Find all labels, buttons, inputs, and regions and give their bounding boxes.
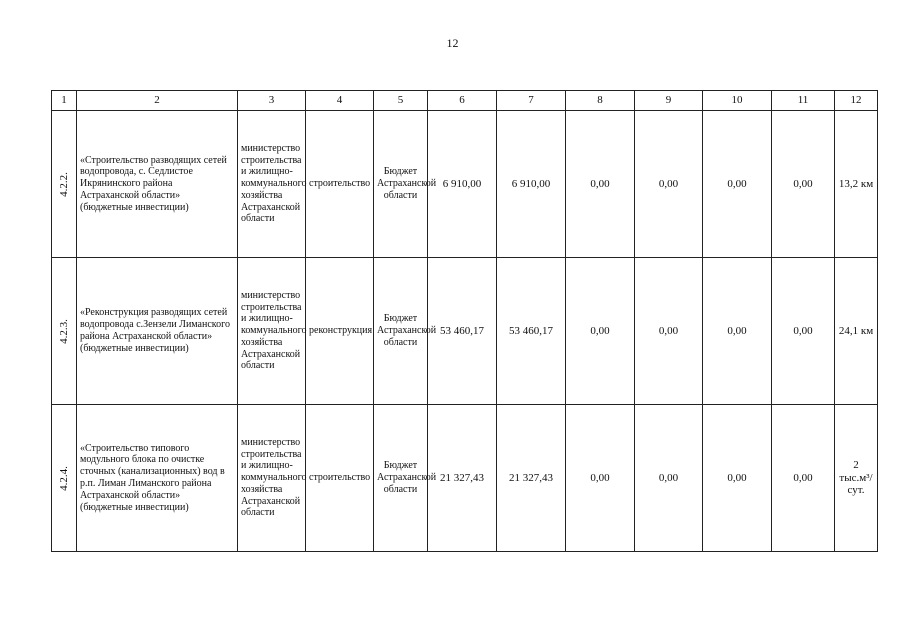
column-header-10: 10: [703, 91, 772, 111]
column-header-12: 12: [835, 91, 878, 111]
column-header-4: 4: [306, 91, 374, 111]
amount-col10: 0,00: [703, 111, 772, 258]
amount-col9: 0,00: [635, 111, 703, 258]
work-type: реконструкция: [306, 258, 374, 405]
column-header-6: 6: [428, 91, 497, 111]
capacity-value: 24,1 км: [835, 258, 878, 405]
capacity-value: 13,2 км: [835, 111, 878, 258]
funding-source: Бюджет Астраханской области: [374, 258, 428, 405]
responsible-ministry: министерство строительства и жилищно-коммунального хозяйства Астраханской области: [238, 405, 306, 552]
table-row: [52, 111, 878, 258]
amount-col11: 0,00: [772, 111, 835, 258]
amount-col8: 0,00: [566, 258, 635, 405]
amount-col8: 0,00: [566, 405, 635, 552]
column-header-9: 9: [635, 91, 703, 111]
table-row: [52, 258, 878, 405]
amount-col8: 0,00: [566, 111, 635, 258]
row-number: 4.2.2.: [57, 171, 70, 197]
row-number: 4.2.3.: [57, 318, 70, 344]
amount-col9: 0,00: [635, 258, 703, 405]
funding-source: Бюджет Астраханской области: [374, 405, 428, 552]
responsible-ministry: министерство строительства и жилищно-коммунального хозяйства Астраханской области: [238, 258, 306, 405]
column-header-3: 3: [238, 91, 306, 111]
amount-col10: 0,00: [703, 405, 772, 552]
amount-col7: 53 460,17: [497, 258, 566, 405]
responsible-ministry: министерство строительства и жилищно-коммунального хозяйства Астраханской области: [238, 111, 306, 258]
header-row: [52, 91, 878, 111]
project-name: «Строительство разводящих сетей водопровода, с. Седлистое Икрянинского района Астраханской области» (бюджетные инвестиции): [77, 111, 238, 258]
row-number-cell: [52, 258, 77, 405]
column-header-7: 7: [497, 91, 566, 111]
budget-table: [51, 90, 878, 552]
row-number: 4.2.4.: [57, 465, 70, 491]
project-name: «Реконструкция разводящих сетей водопровода с.Зензели Лиманского района Астраханской области» (бюджетные инвестиции): [77, 258, 238, 405]
work-type: строительство: [306, 405, 374, 552]
column-header-5: 5: [374, 91, 428, 111]
amount-col11: 0,00: [772, 258, 835, 405]
page-number: 12: [446, 36, 459, 50]
amount-col9: 0,00: [635, 405, 703, 552]
row-number-cell: [52, 111, 77, 258]
project-name: «Строительство типового модульного блока по очистке сточных (канализационных) вод в р.п. Лиман Лиманского района Астраханской области» (бюджетные инвестиции): [77, 405, 238, 552]
column-header-11: 11: [772, 91, 835, 111]
row-number-cell: [52, 405, 77, 552]
table-row: [52, 405, 878, 552]
amount-col6: 53 460,17: [428, 258, 497, 405]
amount-col11: 0,00: [772, 405, 835, 552]
amount-col6: 6 910,00: [428, 111, 497, 258]
funding-source: Бюджет Астраханской области: [374, 111, 428, 258]
capacity-value: 2 тыс.м³/ сут.: [835, 405, 878, 552]
work-type: строительство: [306, 111, 374, 258]
amount-col7: 6 910,00: [497, 111, 566, 258]
column-header-8: 8: [566, 91, 635, 111]
amount-col6: 21 327,43: [428, 405, 497, 552]
amount-col7: 21 327,43: [497, 405, 566, 552]
amount-col10: 0,00: [703, 258, 772, 405]
column-header-2: 2: [77, 91, 238, 111]
column-header-1: 1: [52, 91, 77, 111]
